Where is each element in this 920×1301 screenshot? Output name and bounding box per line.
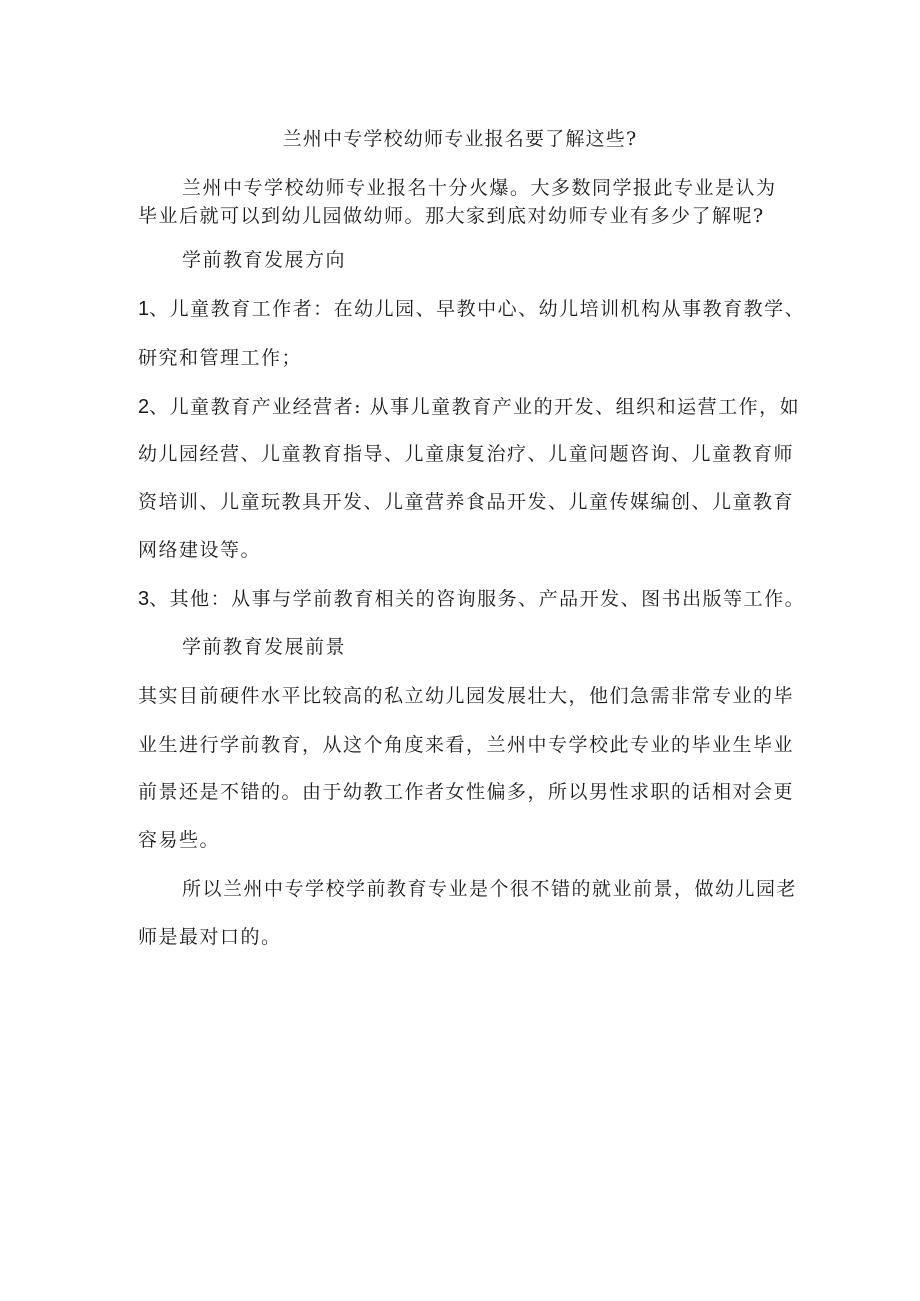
list-item-2-line-3: 资培训、儿童玩教具开发、儿童营养食品开发、儿童传媒编创、儿童教育 <box>138 491 795 513</box>
section-heading-direction: 学前教育发展方向 <box>182 249 347 271</box>
list-item-text: 、儿童教育工作者：在幼儿园、早教中心、幼儿培训机构从事教育教学、 <box>149 298 806 320</box>
list-item-number: 1 <box>138 298 150 320</box>
list-item-3-line-1 <box>138 586 805 612</box>
list-item-2-line-2: 幼儿园经营、儿童教育指导、儿童康复治疗、儿童问题咨询、儿童教育师 <box>138 443 795 465</box>
list-item-2-line-4: 网络建设等。 <box>138 539 262 561</box>
prospects-line-1: 其实目前硬件水平比较高的私立幼儿园发展壮大，他们急需非常专业的毕 <box>138 685 795 707</box>
list-item-text: 、其他：从事与学前教育相关的咨询服务、产品开发、图书出版等工作。 <box>149 588 806 610</box>
prospects-line-4: 容易些。 <box>138 829 221 851</box>
section-heading-prospects: 学前教育发展前景 <box>182 636 347 658</box>
list-item-1-line-2: 研究和管理工作； <box>138 347 303 369</box>
list-item-number: 3 <box>138 588 150 610</box>
intro-line-2: 毕业后就可以到幼儿园做幼师。那大家到底对幼师专业有多少了解呢? <box>138 205 765 227</box>
conclusion-line-1: 所以兰州中专学校学前教育专业是个很不错的就业前景，做幼儿园老 <box>182 878 798 900</box>
list-item-2-line-1 <box>138 394 800 420</box>
document-title: 兰州中专学校幼师专业报名要了解这些? <box>282 128 638 150</box>
intro-line-1: 兰州中专学校幼师专业报名十分火爆。大多数同学报此专业是认为 <box>182 177 777 199</box>
list-item-text: 、儿童教育产业经营者: 从事儿童教育产业的开发、组织和运营工作，如 <box>149 396 801 418</box>
conclusion-line-2: 师是最对口的。 <box>138 926 282 948</box>
prospects-line-2: 业生进行学前教育，从这个角度来看，兰州中专学校此专业的毕业生毕业 <box>138 734 795 756</box>
prospects-line-3: 前景还是不错的。由于幼教工作者女性偏多，所以男性求职的话相对会更 <box>138 781 795 803</box>
list-item-1-line-1 <box>138 296 805 322</box>
list-item-number: 2 <box>138 396 150 418</box>
